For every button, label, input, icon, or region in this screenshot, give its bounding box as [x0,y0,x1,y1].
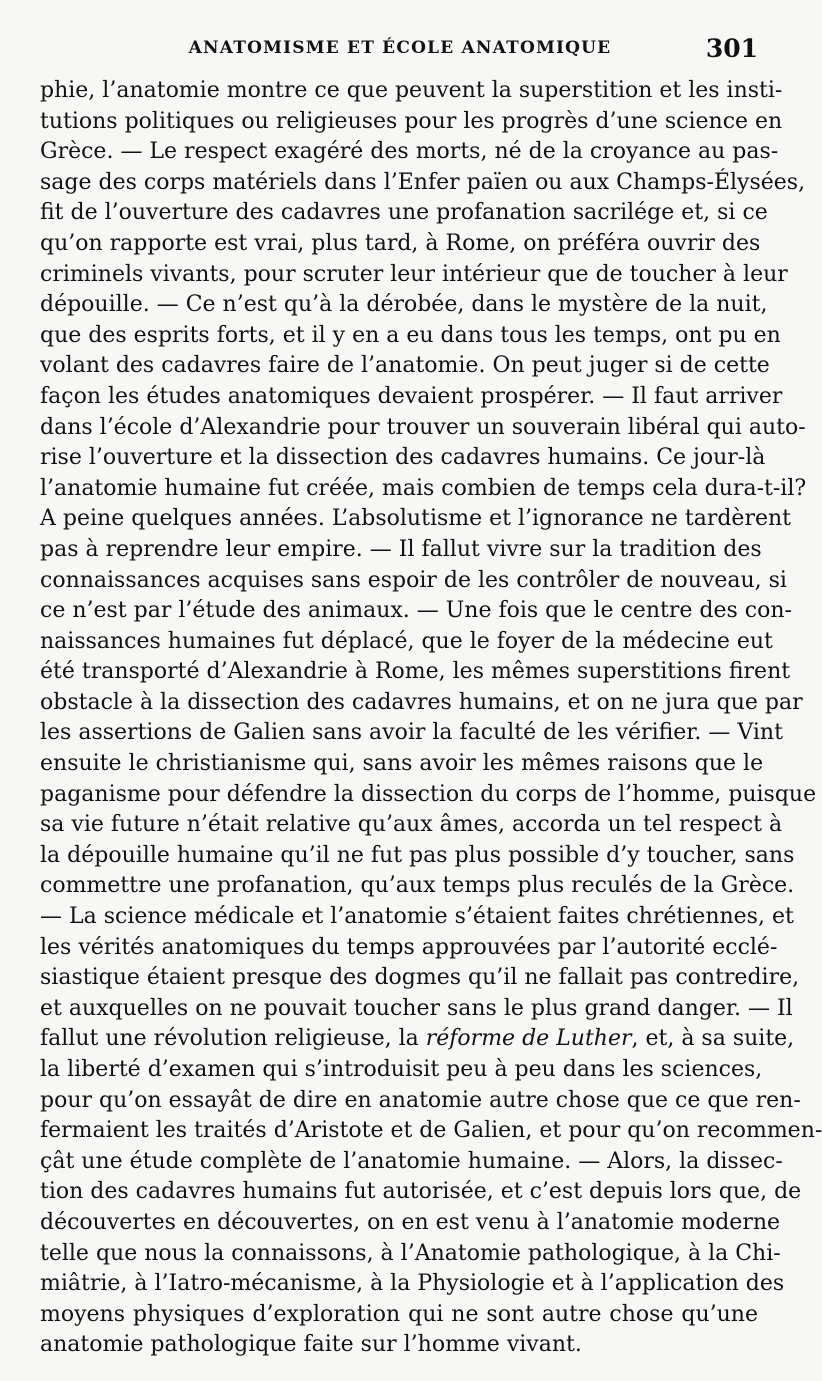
text-line: connaissances acquises sans espoir de les contrôler de nouveau, si [40,567,787,593]
text-line: obstacle à la dissection des cadavres humains, et on ne jura que par [40,689,803,715]
text-line: phie, l’anatomie montre ce que peuvent la superstition et les insti- [40,78,783,103]
text-line: pas à reprendre leur empire. — Il fallut vivre sur la tradition des [40,536,762,562]
text-line: que des esprits forts, et il y en a eu dans tous les temps, ont pu en [40,322,781,348]
text-line: siastique étaient presque des dogmes qu’il ne fallait pas contredire, [40,965,800,991]
running-title: ANATOMISME ET ÉCOLE ANATOMIQUE [188,38,612,58]
text-line: ensuite le christianisme qui, sans avoir les mêmes raisons que le [40,751,764,777]
text-line: volant des cadavres faire de l’anatomie. On peut juger si de cette [40,353,770,379]
text-line: sage des corps matériels dans l’Enfer païen ou aux Champs-Élysées, [40,169,806,195]
text-line: fit de l’ouverture des cadavres une profanation sacrilége et, si ce [40,200,768,226]
text-line: façon les études anatomiques devaient prospérer. — Il faut arriver [40,383,783,409]
text-line: découvertes en découvertes, on en est venu à l’anatomie moderne [40,1209,781,1235]
text-line: l’anatomie humaine fut créée, mais combien de temps cela dura-t-il? [40,475,807,501]
text-line: été transporté d’Alexandrie à Rome, les mêmes superstitions firent [40,659,791,685]
text-line: les vérités anatomiques du temps approuvées par l’autorité ecclé- [40,934,778,960]
text-line: et auxquelles on ne pouvait toucher sans le plus grand danger. — Il [40,995,793,1021]
text-line: tion des cadavres humains fut autorisée, et c’est depuis lors que, de [40,1179,802,1205]
text-line: dans l’école d’Alexandrie pour trouver un souverain libéral qui auto- [40,414,806,440]
text-line: la dépouille humaine qu’il ne fut pas plus possible d’y toucher, sans [40,842,795,868]
text-line-final: anatomie pathologique faite sur l’homme vivant. [40,1332,582,1358]
italic-phrase: réforme de Luther [425,1026,632,1052]
text-line: moyens physiques d’exploration qui ne sont autre chose qu’une [40,1301,758,1327]
text-segment: , et, à sa suite, [631,1026,795,1052]
text-line: çât une étude complète de l’anatomie humaine. — Alors, la dissec- [40,1148,783,1174]
text-line: A peine quelques années. L’absolutisme et l’ignorance ne tardèrent [40,506,791,532]
text-line: telle que nous la connaissons, à l’Anatomie pathologique, à la Chi- [40,1240,781,1266]
running-head [40,34,760,68]
body-text [40,76,822,1361]
text-line: fermaient les traités d’Aristote et de Galien, et pour qu’on recommen- [40,1118,822,1144]
text-line: rise l’ouverture et la dissection des cadavres humains. Ce jour-là [40,445,766,471]
text-line: paganisme pour défendre la dissection du corps de l’homme, puisque [40,781,817,807]
text-line: Grèce. — Le respect exagéré des morts, né de la croyance au pas- [40,139,779,165]
text-line: qu’on rapporte est vrai, plus tard, à Rome, on préféra ouvrir des [40,230,761,256]
text-line: criminels vivants, pour scruter leur intérieur que de toucher à leur [40,261,788,287]
text-line: naissances humaines fut déplacé, que le foyer de la médecine eut [40,628,773,654]
text-line-with-italic [40,1024,795,1055]
text-line: tutions politiques ou religieuses pour les progrès d’une science en [40,108,783,134]
text-line: pour qu’on essayât de dire en anatomie autre chose que ce que ren- [40,1087,801,1113]
text-line: dépouille. — Ce n’est qu’à la dérobée, dans le mystère de la nuit, [40,292,768,318]
text-segment: fallut une révolution religieuse, la [40,1026,426,1052]
page-number: 301 [705,34,758,63]
text-line: ce n’est par l’étude des animaux. — Une fois que le centre des con- [40,598,792,624]
text-line: miâtrie, à l’Iatro-mécanisme, à la Physiologie et à l’application des [40,1271,785,1297]
text-line: sa vie future n’était relative qu’aux âmes, accorda un tel respect à [40,812,783,838]
text-line: les assertions de Galien sans avoir la faculté de les vérifier. — Vint [40,720,783,746]
text-line: commettre une profanation, qu’aux temps plus reculés de la Grèce. [40,873,795,899]
text-line: la liberté d’examen qui s’introduisit peu à peu dans les sciences, [40,1057,763,1082]
text-line: — La science médicale et l’anatomie s’étaient faites chrétiennes, et [40,904,794,930]
